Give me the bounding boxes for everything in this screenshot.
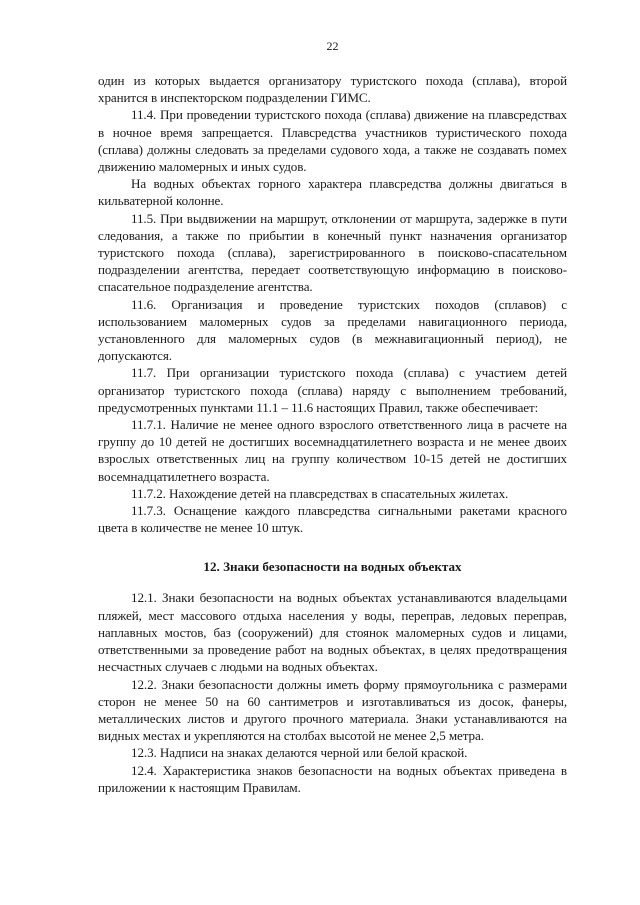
paragraph-11-5: 11.5. При выдвижении на маршрут, отклонении от маршрута, задержке в пути следования, а также по прибытии в конечный пункт назначения организатор туристского похода (сплава), зарегистрированного в поисково-спасательном подразделении агентства, передает соответствующую информацию в поисково-спасательное подразделение агентства. xyxy=(98,210,567,295)
paragraph-11-4-mountain: На водных объектах горного характера плавсредства должны двигаться в кильватерной колонне. xyxy=(98,176,567,209)
paragraph-11-6: 11.6. Организация и проведение туристских походов (сплавов) с использованием маломерных судов за пределами навигационного периода, установленного для маломерных судов (в межнавигационный период), не допускаются. xyxy=(98,296,567,364)
body-text-bottom xyxy=(98,589,567,795)
paragraph-12-3: 12.3. Надписи на знаках делаются черной или белой краской. xyxy=(131,745,468,761)
paragraph-12-1: 12.1. Знаки безопасности на водных объектах устанавливаются владельцами пляжей, мест массового отдыха населения у воды, переправ, ледовых переправ, наплавных мостов, баз (сооружений) для стоянок маломерных судов и лицами, ответственными за проведение работ на водных объектах, в целях предотвращения несчастных случаев с людьми на водных объектах. xyxy=(98,590,567,675)
paragraph-12-2: 12.2. Знаки безопасности должны иметь форму прямоугольника с размерами сторон не менее 50 на 60 сантиметров и изготавливаться из досок, фанеры, металлических листов и другого прочного материала. Знаки устанавливаются на видных местах и укрепляются на столбах высотой не менее 2,5 метра. xyxy=(98,676,567,744)
paragraph-12-4: 12.4. Характеристика знаков безопасности на водных объектах приведена в приложении к настоящим Правилам. xyxy=(98,762,567,795)
paragraph-11-7: 11.7. При организации туристского похода (сплава) с участием детей организатор туристского похода (сплава) наряду с выполнением требований, предусмотренных пунктами 11.1 – 11.6 настоящих Правил, также обеспечивает: xyxy=(98,365,567,415)
paragraph-11-7-2: 11.7.2. Нахождение детей на плавсредствах в спасательных жилетах. xyxy=(131,485,509,501)
paragraph-11-7-3: 11.7.3. Оснащение каждого плавсредства сигнальными ракетами красного цвета в количестве не менее 10 штук. xyxy=(98,503,567,536)
body-text-top xyxy=(98,72,567,536)
page-number: 22 xyxy=(326,39,339,53)
section-heading: 12. Знаки безопасности на водных объектах xyxy=(203,559,462,575)
paragraph-continuation: один из которых выдается организатору туристского похода (сплава), второй хранится в инспекторском подразделении ГИМС. xyxy=(98,73,567,106)
paragraph-11-7-1: 11.7.1. Наличие не менее одного взрослого ответственного лица в расчете на группу до 10 детей не достигших восемнадцатилетнего возраста и не менее двоих взрослых ответственных лиц на группу количеством 10-15 детей не достигших восемнадцатилетнего возраста. xyxy=(98,417,567,484)
paragraph-11-4: 11.4. При проведении туристского похода (сплава) движение на плавсредствах в ночное время запрещается. Плавсредства участников туристического похода (сплава) должны следовать за пределами судового хода, а также не создавать помех движению маломерных и иных судов. xyxy=(98,107,567,175)
